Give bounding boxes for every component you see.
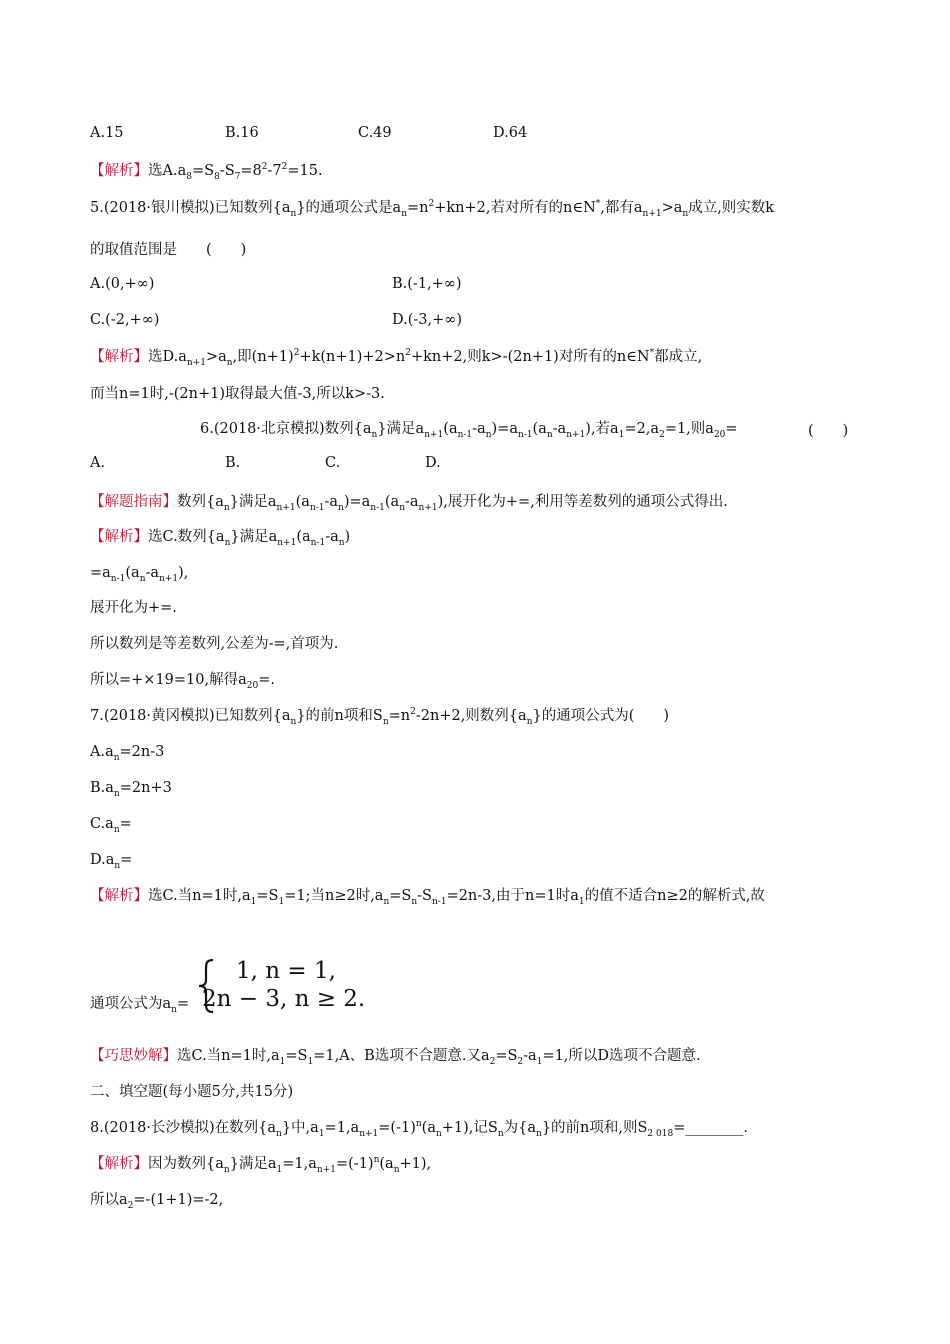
q6-option-b: B. <box>225 455 241 471</box>
q7-stem: 7.(2018·黄冈模拟)已知数列$\{a_n\}$的前n项和$S_n=n^2-2n+2$,则数列$\{a_n\}$的通项公式为( ) <box>90 707 670 727</box>
q5-option-a: A.(0,+∞) <box>90 276 155 292</box>
q7-trick: 【巧思妙解】选C.当n=1时$,a_1=S_1=1,A$、B选项不合题意.又$a_2=S_2-a_1=1$,所以D选项不合题意. <box>90 1048 701 1067</box>
q7-solution: 【解析】选C.当n=1时$,a_1=S_1=1$;当n≥2时$,a_n=S_n-S_{n-1}=2n-3$,由于n=1时$a_1$的值不适合n≥2的解析式,故 <box>90 888 765 907</box>
q7-option-d: $D.a_n=$ <box>90 852 133 871</box>
q6-solution-line-5: 所以=+×19=10,解得$a_{20}=$. <box>90 672 275 691</box>
q5-solution-line-1: 【解析】选$D.a_{n+1}>a_n$,即$(n+1)^2+k(n+1)+2>n^2+kn+2$,则k>-(2n+1)对所有的n∈N*都成立, <box>90 348 703 368</box>
q7-formula-label: 通项公式为$a_n=$ <box>90 996 190 1015</box>
q5-option-d: D.(-3,+∞) <box>392 312 462 328</box>
q6-solution-line-4: 所以数列是等差数列,公差为-=,首项为. <box>90 636 339 652</box>
solution-tag: 【解析】 <box>90 529 148 545</box>
q7-option-c: $C.a_n=$ <box>90 816 132 835</box>
q6-option-a: A. <box>90 455 106 471</box>
q6-answer-paren: ( ) <box>808 423 849 439</box>
q5-stem-line-1: 5.(2018·银川模拟)已知数列$\{a_n\}$的通项公式是$a_n=n^2+kn+2$,若对所有的n∈N*,都有$a_{n+1}>a_n$成立,则实数k <box>90 199 775 219</box>
solution-tag: 【解析】 <box>90 349 148 365</box>
q4-solution: 【解析】选$A.a_8=S_8-S_7=8^2-7^2=15$. <box>90 162 323 182</box>
q8-stem: 8.(2018·长沙模拟)在数列$\{a_n\}$中$,a_1=1,a_{n+1}=(-1)^n(a_n+1)$,记$S_n$为$\{a_n\}$的前n项和,则$S_{2 018}=\_\_\_\_\_\_\_\_$. <box>90 1119 748 1139</box>
q6-solution-line-2: $=a_{n-1}(a_n-a_{n+1})$, <box>90 565 189 584</box>
q6-option-d: D. <box>425 455 441 471</box>
q5-option-b: B.(-1,+∞) <box>392 276 462 292</box>
q8-solution-line-2: 所以$a_2=-(1+1)=-2$, <box>90 1192 224 1211</box>
q5-stem-line-2: 的取值范围是 ( ) <box>90 242 247 258</box>
piecewise-case-2: 2n − 3, n ≥ 2. <box>202 986 366 1012</box>
q5-option-c: C.(-2,+∞) <box>90 312 160 328</box>
piecewise-formula <box>196 958 386 1014</box>
section-heading: 二、填空题(每小题5分,共15分) <box>90 1084 294 1100</box>
q6-solution-line-1: 【解析】选C.数列$\{a_n\}$满足$a_{n+1}(a_{n-1}-a_n)$ <box>90 529 351 548</box>
q7-option-a: $A.a_n=2n-3$ <box>90 744 165 763</box>
q6-guide: 【解题指南】数列$\{a_n\}$满足$a_{n+1}(a_{n-1}-a_n)=a_{n-1}(a_n-a_{n+1})$,展开化为+=,利用等差数列的通项公式得出. <box>90 494 728 513</box>
answer-blank[interactable]: _ <box>699 1120 708 1136</box>
guide-tag: 【解题指南】 <box>90 494 177 510</box>
q6-solution-line-3: 展开化为+=. <box>90 600 177 616</box>
q7-option-b: $B.a_n=2n+3$ <box>90 780 172 799</box>
q5-solution-line-2: 而当n=1时,-(2n+1)取得最大值-3,所以k>-3. <box>90 386 385 402</box>
q4-option-c: C.49 <box>358 125 392 141</box>
q6-option-c: C. <box>325 455 341 471</box>
q4-option-a: A.15 <box>90 125 124 141</box>
trick-tag: 【巧思妙解】 <box>90 1048 177 1064</box>
solution-tag: 【解析】 <box>90 1156 148 1172</box>
q8-solution-line-1: 【解析】因为数列$\{a_n\}$满足$a_1=1,a_{n+1}=(-1)^n(a_n+1)$, <box>90 1155 432 1175</box>
q4-option-d: D.64 <box>493 125 528 141</box>
q4-option-b: B.16 <box>225 125 259 141</box>
solution-tag: 【解析】 <box>90 888 148 904</box>
piecewise-case-1: 1, n = 1, <box>236 958 336 984</box>
q6-stem: 6.(2018·北京模拟)数列$\{a_n\}$满足$a_{n+1}(a_{n-1}-a_n)=a_{n-1}(a_n-a_{n+1})$,若$a_1=2,a_2=1$,则$a_{20}=$ <box>200 421 738 440</box>
solution-tag: 【解析】 <box>90 163 148 179</box>
